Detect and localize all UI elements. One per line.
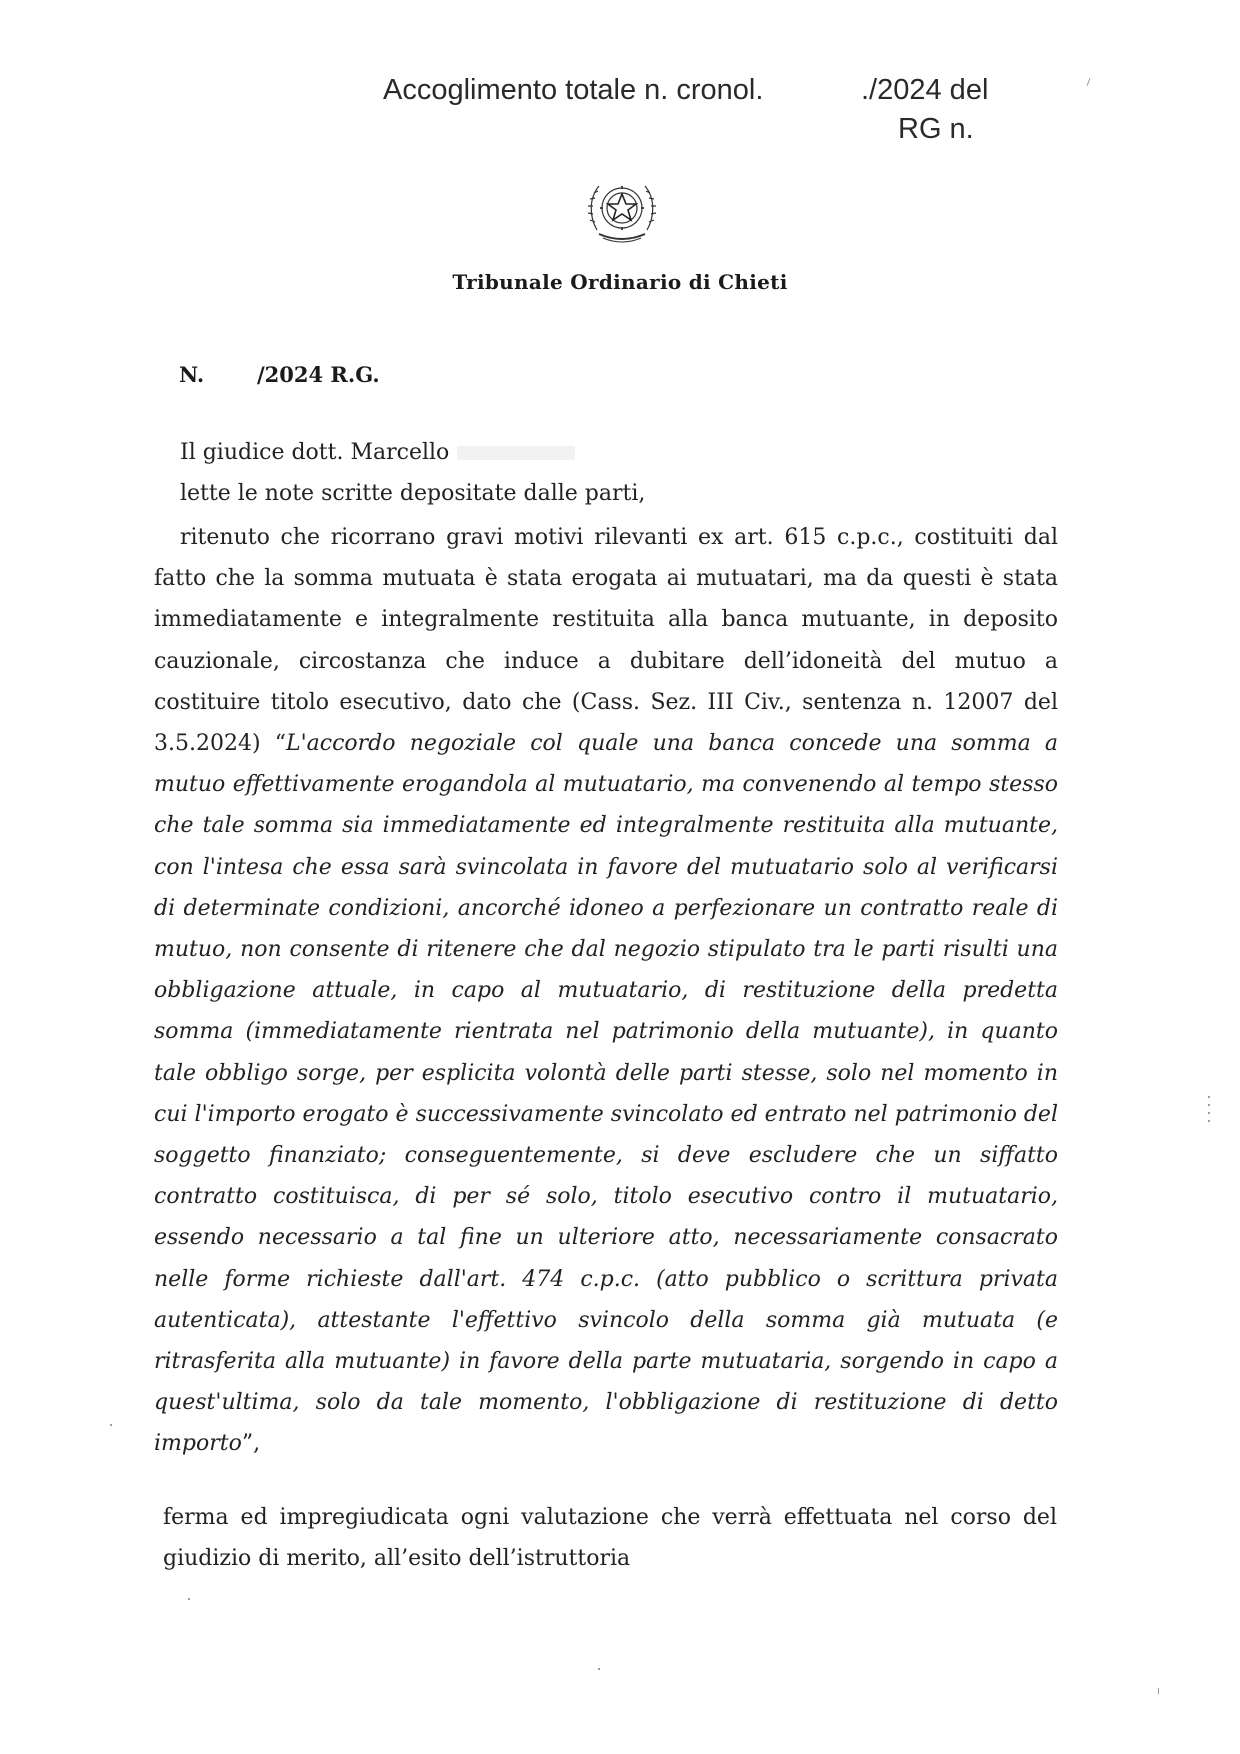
scan-speck bbox=[1208, 1104, 1210, 1106]
scan-speck bbox=[1087, 78, 1091, 86]
cronol-number: ./2024 del bbox=[861, 74, 989, 106]
scan-speck bbox=[1208, 1096, 1210, 1098]
scan-speck bbox=[1208, 1112, 1210, 1114]
case-number: /2024 R.G. bbox=[257, 362, 380, 387]
reasoning-paragraph bbox=[154, 517, 1058, 1465]
scan-speck bbox=[1158, 1688, 1159, 1694]
case-number-prefix: N. bbox=[179, 362, 205, 387]
rg-stamp-label: RG n. bbox=[898, 113, 974, 145]
cronol-stamp-label bbox=[383, 74, 989, 107]
reasoning-intro: ritenuto che ricorrano gravi motivi rilevanti ex art. 615 c.p.c., costituiti dal fatto che la somma mutuata è stata erogata ai mutuatari, ma da questi è stata immediatamente e integralmente restituita alla banca mutuante, in deposito cauzionale, circostanza che induce a dubitare dell’idoneità del mutuo a costituire titolo esecutivo, dato che (Cass. Sez. III Civ., sentenza n. 12007 del 3.5.2024) “ bbox=[154, 525, 1058, 757]
scan-speck bbox=[110, 1424, 112, 1426]
notes-line: lette le note scritte depositate dalle parti, bbox=[180, 481, 646, 506]
court-title: Tribunale Ordinario di Chieti bbox=[452, 270, 788, 294]
redacted-surname bbox=[457, 446, 575, 460]
quote-close: ”, bbox=[241, 1431, 261, 1457]
case-number-line bbox=[179, 362, 380, 387]
judge-line bbox=[180, 440, 575, 465]
scan-speck bbox=[188, 1598, 190, 1600]
scan-speck bbox=[598, 1668, 600, 1670]
italian-republic-emblem-icon bbox=[587, 172, 657, 248]
cronol-label: Accoglimento totale n. cronol. bbox=[383, 74, 764, 106]
cassation-quote: L'accordo negoziale col quale una banca concede una somma a mutuo effettivamente erogandola al mutuatario, ma convenendo al tempo stesso che tale somma sia immediatamente ed integralmente restituita alla mutuante, con l'intesa che essa sarà svincolata in favore del mutuatario solo al verificarsi di determinate condizioni, ancorché idoneo a perfezionare un contratto reale di mutuo, non consente di ritenere che dal negozio stipulato tra le parti risulti una obbligazione attuale, in capo al mutuatario, di restituzione della predetta somma (immediatamente rientrata nel patrimonio della mutuante), in quanto tale obbligo sorge, per esplicita volontà delle parti stesse, solo nel momento in cui l'importo erogato è successivamente svincolato ed entrato nel patrimonio del soggetto finanziato; conseguentemente, si deve escludere che un siffatto contratto costituisca, di per sé solo, titolo esecutivo contro il mutuatario, essendo necessario a tal fine un ulteriore atto, necessariamente consacrato nelle forme richieste dall'art. 474 c.p.c. (atto pubblico o scrittura privata autenticata), attestante l'effettivo svincolo della somma già mutuata (e ritrasferita alla mutuante) in favore della parte mutuataria, sorgendo in capo a quest'ultima, solo da tale momento, l'obbligazione di restituzione di detto importo bbox=[154, 731, 1058, 1457]
judge-name: Il giudice dott. Marcello bbox=[180, 440, 450, 465]
scan-speck bbox=[1208, 1120, 1210, 1122]
closing-paragraph: ferma ed impregiudicata ogni valutazione che verrà effettuata nel corso del giudizio di merito, all’esito dell’istruttoria bbox=[163, 1505, 1057, 1571]
